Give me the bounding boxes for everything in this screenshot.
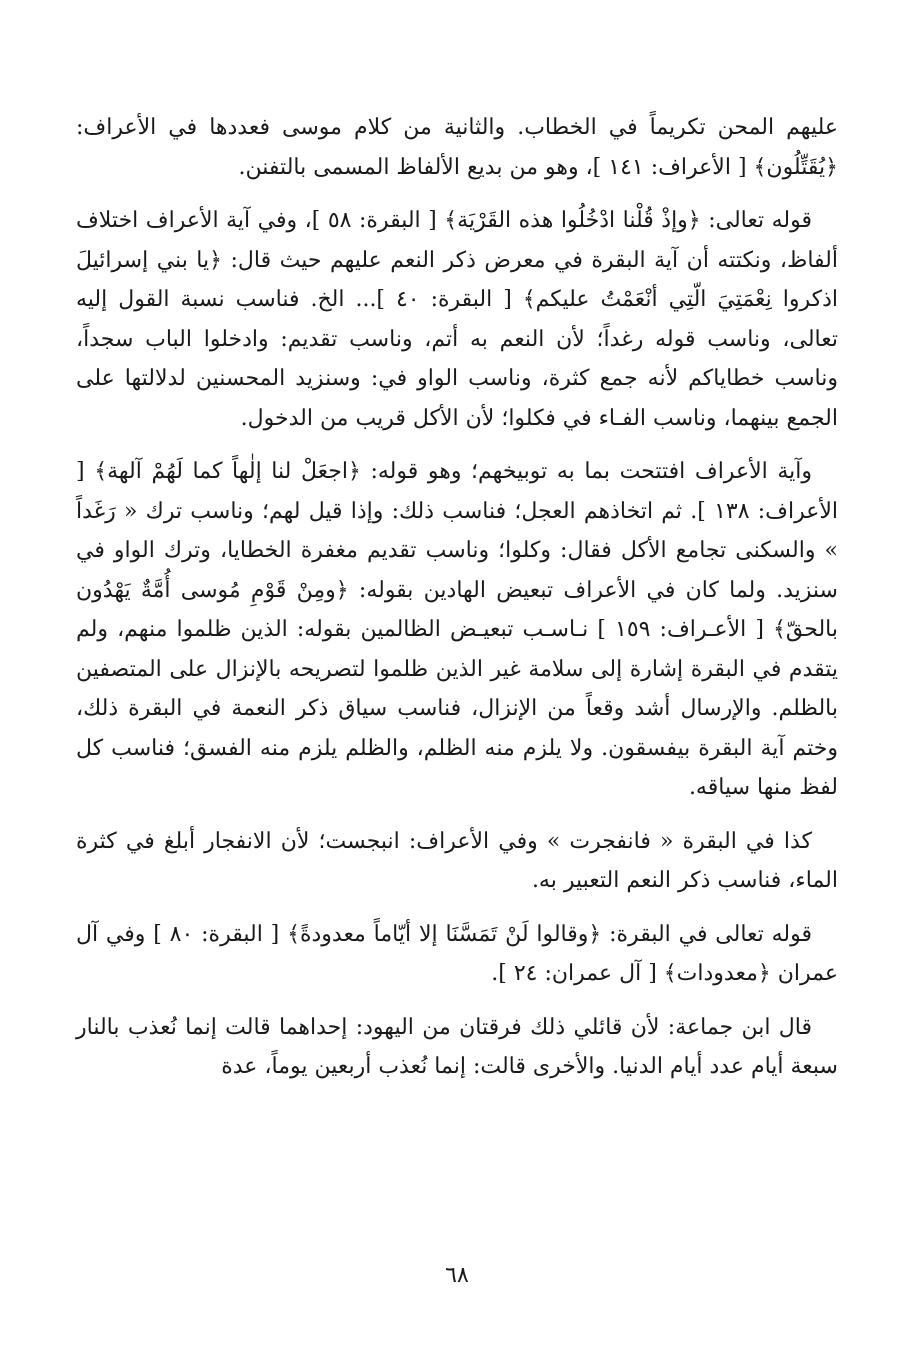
paragraph-2: قوله تعالى: ﴿وإذْ قُلْنا ادْخُلُوا هذه القَرْيَة﴾ [ البقرة: ٥٨ ]، وفي آية الأعراف اختلاف ألفاظ، ونكتته أن آية البقرة في معرض ذكر النعم عليهم حيث قال: ﴿يا بني إسرائيلَ اذكروا نِعْمَتِيَ الّتِي أنْعَمْتُ عليكم﴾ [ البقرة: ٤٠ ]... الخ. فناسب نسبة القول إليه تعالى، وناسب قوله رغداً؛ لأن النعم به أتم، وناسب تقديم: وادخلوا الباب سجداً، وناسب خطاياكم لأنه جمع كثرة، وناسب الواو في: وسنزيد المحسنين لدلالتها على الجمع بينهما، وناسب الفـاء في فكلوا؛ لأن الأكل قريب من الدخول. (76, 208, 838, 431)
paragraph-4: كذا في البقرة « فانفجرت » وفي الأعراف: انبجست؛ لأن الانفجار أبلغ في كثرة الماء، فناسب ذكر النعم التعبير به. (76, 828, 838, 893)
paragraph-1: عليهم المحن تكريماً في الخطاب. والثانية من كلام موسى فعددها في الأعراف: ﴿يُقَتِّلُون﴾ [ الأعراف: ١٤١ ]، وهو من بديع الألفاظ المسمى بالتفنن. (76, 115, 838, 180)
paragraph-3: وآية الأعراف افتتحت بما به توبيخهم؛ وهو قوله: ﴿اجعَلْ لنا إلٰهاً كما لَهُمْ آلهة﴾ [ الأعراف: ١٣٨ ]. ثم اتخاذهم العجل؛ فناسب ذلك: وإذا قيل لهم؛ وناسب ترك « رَغَداً » والسكنى تجامع الأكل فقال: وكلوا؛ وناسب تقديم مغفرة الخطايا، وترك الواو في سنزيد. ولما كان في الأعراف تبعيض الهادين بقوله: ﴿ومِنْ قَوْمِ مُوسى أُمَّةٌ يَهْدُون بالحقّ﴾ [ الأعـراف: ١٥٩ ] نـاسـب تبعيـض الظالمين بقوله: الذين ظلموا منهم، ولم يتقدم في البقرة إشارة إلى سلامة غير الذين ظلموا لتصريحه بالإنزال على المتصفين بالظلم. والإرسال أشد وقعاً من الإنزال، فناسب سياق ذكر النعمة في البقرة ذلك، وختم آية البقرة بيفسقون. ولا يلزم منه الظلم، والظلم يلزم منه الفسق؛ فناسب كل لفظ منها سياقه. (76, 459, 839, 800)
paragraph-6: قال ابن جماعة: لأن قائلي ذلك فرقتان من اليهود: إحداهما قالت إنما نُعذب بالنار سبعة أيام عدد أيام الدنيا. والأخرى قالت: إنما نُعذب أربعين يوماً، عدة (76, 1014, 838, 1079)
paragraph-5: قوله تعالى في البقرة: ﴿وقالوا لَنْ تَمَسَّنَا إلا أيّاماً معدودةً﴾ [ البقرة: ٨٠ ] وفي آل عمران ﴿معدودات﴾ [ آل عمران: ٢٤ ]. (76, 921, 838, 986)
page-body (76, 108, 838, 1101)
page-number: ٦٨ (445, 1263, 469, 1288)
